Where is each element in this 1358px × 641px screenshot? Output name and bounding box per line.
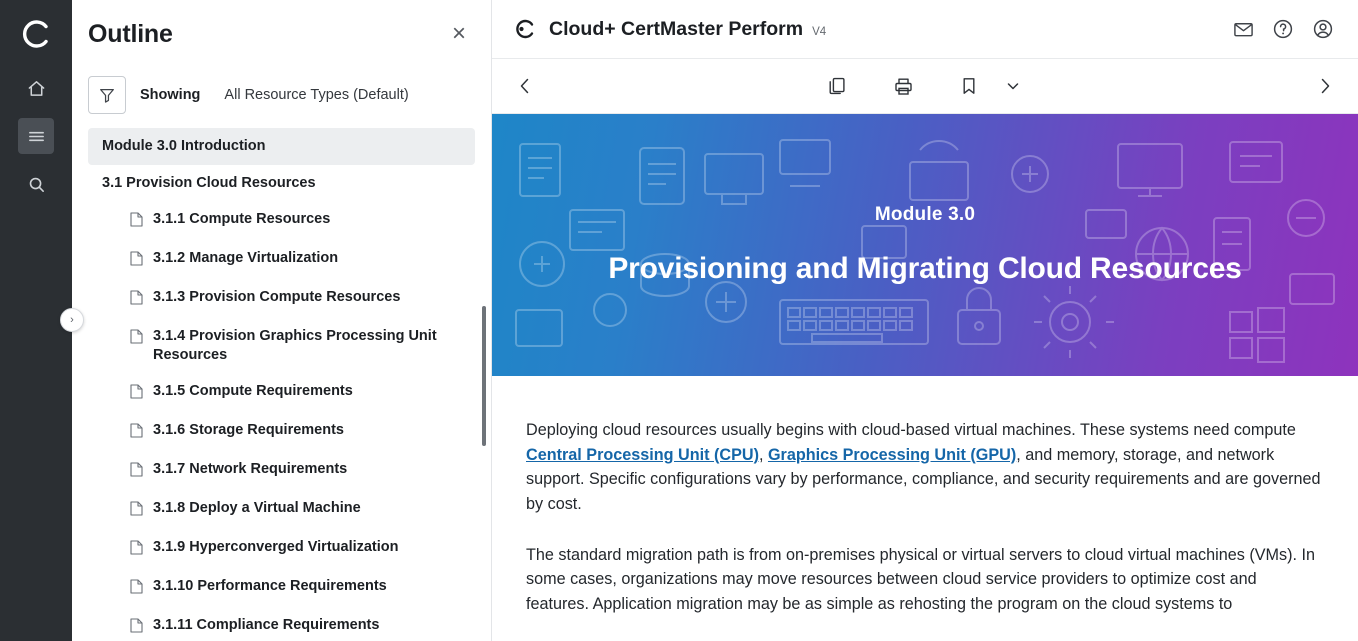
document-icon [130,579,144,598]
copy-icon[interactable] [821,70,853,102]
outline-item[interactable] [130,451,475,490]
outline-item[interactable] [130,201,475,240]
scrollbar-thumb[interactable] [482,306,486,446]
outline-item[interactable] [88,165,475,202]
outline-header [72,0,491,68]
outline-item[interactable] [130,279,475,318]
outline-panel [72,0,492,641]
outline-list[interactable] [72,128,491,641]
paragraph-1-text-c: , and memory, storage, and network support. Specific configurations vary by performance, compliance, and security requirements and are governed by cost. [526,445,1321,513]
outline-item[interactable] [130,529,475,568]
outline-item-label: 3.1.11 Compliance Requirements [153,617,380,634]
mail-icon[interactable] [1226,12,1260,46]
outline-item[interactable] [130,240,475,279]
document-icon [130,251,144,270]
document-body [492,376,1358,641]
outline-item[interactable] [130,490,475,529]
app-header [492,0,1358,59]
document-icon [130,423,144,442]
sidebar-item-home[interactable] [18,70,54,106]
outline-item-label: 3.1.4 Provision Graphics Processing Unit Resources [153,328,437,363]
app-version: V4 [812,25,827,38]
hero-decoration-icons [492,114,1358,376]
page-title: Outline [88,19,173,48]
outline-item-label: 3.1.5 Compute Requirements [153,383,353,400]
outline-item-label: 3.1 Provision Cloud Resources [102,174,316,191]
document-icon [130,540,144,559]
outline-item[interactable] [130,568,475,607]
close-icon[interactable]: × [451,20,466,47]
hero-title: Provisioning and Migrating Cloud Resources [608,252,1242,285]
expand-panel-button[interactable] [60,308,84,332]
outline-item[interactable] [130,373,475,412]
module-hero-banner [492,114,1358,376]
outline-item-label: Module 3.0 Introduction [102,138,266,154]
paragraph-1-text-b: , [758,445,768,464]
outline-item-label: 3.1.7 Network Requirements [153,461,348,478]
sidebar-item-outline[interactable] [18,118,54,154]
left-rail [0,0,72,641]
outline-item[interactable] [130,318,475,373]
paragraph-1 [526,418,1322,517]
showing-label: Showing [140,87,201,103]
link-cpu[interactable]: Central Processing Unit (CPU) [526,445,759,464]
document-icon [130,501,144,520]
outline-item-label: 3.1.1 Compute Resources [153,211,331,228]
document-icon [130,618,144,637]
document-icon [130,384,144,403]
bookmark-icon[interactable] [953,70,985,102]
bookmark-group [953,70,1029,102]
showing-value[interactable]: All Resource Types (Default) [224,87,409,103]
link-gpu[interactable]: Graphics Processing Unit (GPU) [767,445,1017,464]
outline-item-label: 3.1.3 Provision Compute Resources [153,289,401,306]
chevron-right-icon: › [70,314,74,326]
document-icon [130,329,144,348]
main-content [492,0,1358,641]
help-icon[interactable] [1266,12,1300,46]
chevron-down-icon[interactable] [997,70,1029,102]
sidebar-item-search[interactable] [18,166,54,202]
document-icon [130,212,144,231]
print-icon[interactable] [887,70,919,102]
paragraph-2: The standard migration path is from on-premises physical or virtual servers to cloud virtual machines (VMs). In some cases, organizations may move resources between cloud service providers to optimize cost and features. Application migration may be as simple as rehosting the program on the cloud systems to [526,545,1315,613]
paragraph-1-text-a: Deploying cloud resources usually begins with cloud-based virtual machines. These systems need compute [526,421,1296,439]
outline-item-label: 3.1.8 Deploy a Virtual Machine [153,500,361,517]
content-toolbar [492,59,1358,114]
toolbar-center-actions [492,70,1358,102]
document-icon [130,290,144,309]
outline-item[interactable] [130,412,475,451]
comptia-logo-icon [14,12,58,56]
outline-item-label: 3.1.6 Storage Requirements [153,422,344,439]
outline-item[interactable] [88,128,475,165]
previous-page-button[interactable] [508,69,542,103]
filter-row [72,68,491,128]
app-title: Cloud+ CertMaster Perform [549,17,804,40]
account-icon[interactable] [1306,12,1340,46]
comptia-mark-icon [512,16,538,42]
outline-item-label: 3.1.2 Manage Virtualization [153,250,339,267]
scrollbar-track[interactable] [482,128,486,641]
document-icon [130,462,144,481]
hero-module-label: Module 3.0 [874,204,976,225]
outline-item[interactable] [130,607,475,641]
next-page-button[interactable] [1308,69,1342,103]
filter-icon[interactable] [88,76,126,114]
outline-item-label: 3.1.10 Performance Requirements [153,578,387,595]
outline-item-label: 3.1.9 Hyperconverged Virtualization [153,539,399,556]
